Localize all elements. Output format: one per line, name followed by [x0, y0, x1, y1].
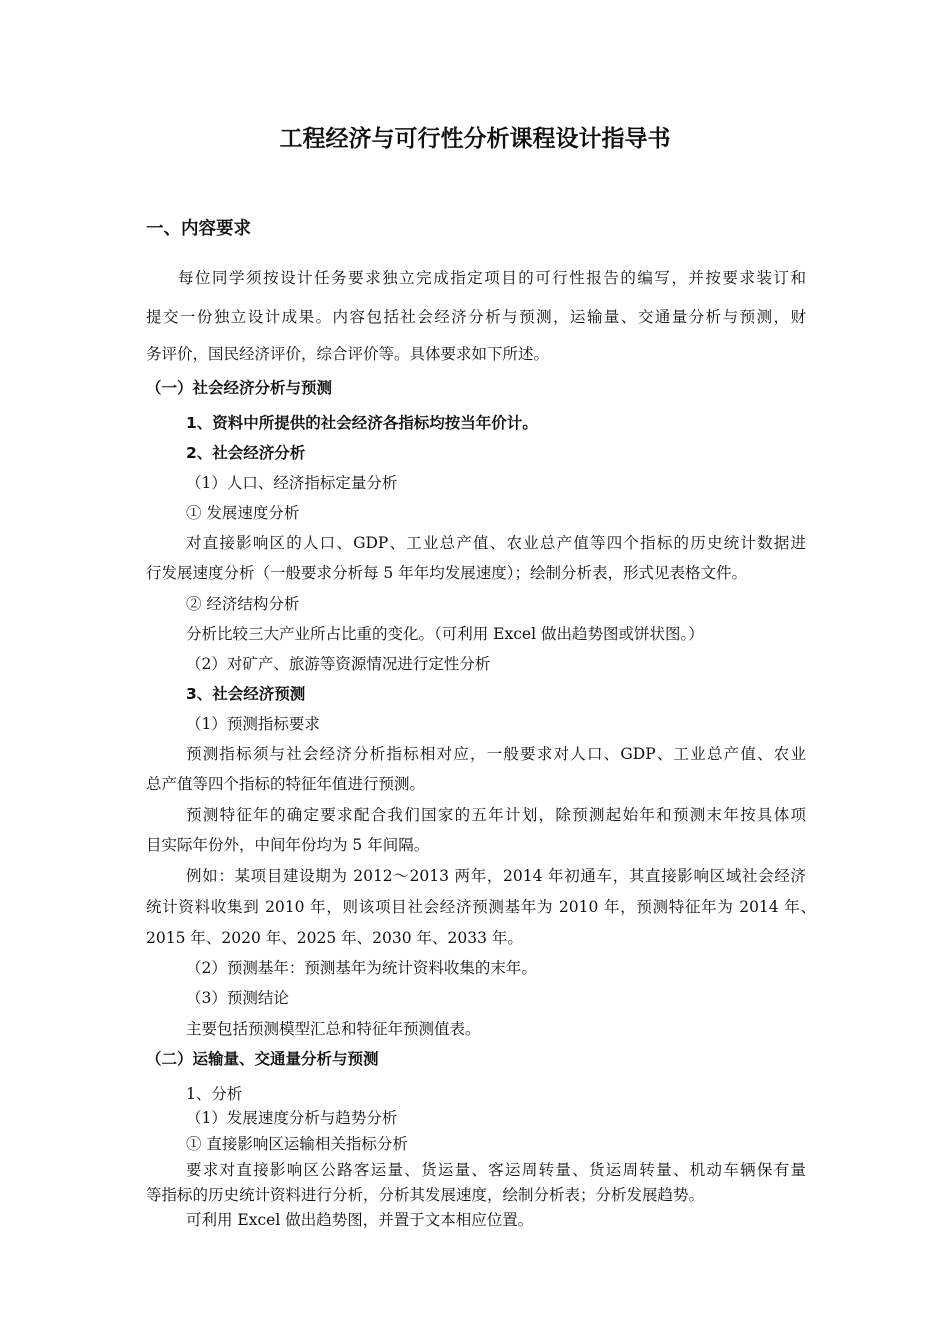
item-trend-analysis: （1）发展速度分析与趋势分析: [186, 1109, 398, 1127]
item-forecast-conclusion: （3）预测结论: [186, 989, 289, 1007]
item-base-year: （2）预测基年：预测基年为统计资料收集的末年。: [186, 959, 537, 977]
item-forecast-indicators: （1）预测指标要求: [186, 715, 320, 733]
item-quantitative-analysis: （1）人口、经济指标定量分析: [186, 474, 398, 492]
paragraph-excel-trend: 可利用 Excel 做出趋势图，并置于文本相应位置。: [186, 1211, 534, 1229]
item-price-basis: 1、资料中所提供的社会经济各指标均按当年价计。: [186, 414, 538, 432]
item-socioeconomic-analysis: 2、社会经济分析: [186, 444, 306, 462]
item-analysis: 1、分析: [186, 1085, 243, 1103]
page-title: 工程经济与可行性分析课程设计指导书: [279, 126, 671, 152]
subsection-heading-socioeconomic: （一）社会经济分析与预测: [146, 379, 333, 397]
item-socioeconomic-forecast: 3、社会经济预测: [186, 685, 306, 703]
item-economic-structure: ② 经济结构分析: [186, 595, 300, 613]
subsection-heading-traffic: （二）运输量、交通量分析与预测: [146, 1050, 379, 1068]
paragraph-economic-structure: 分析比较三大产业所占比重的变化。（可利用 Excel 做出趋势图或饼状图。）: [186, 625, 704, 643]
item-growth-rate-analysis: ① 发展速度分析: [186, 504, 300, 522]
item-resource-analysis: （2）对矿产、旅游等资源情况进行定性分析: [186, 655, 491, 673]
item-transport-indicators: ① 直接影响区运输相关指标分析: [186, 1135, 408, 1153]
section-heading-content-requirements: 一、内容要求: [146, 219, 251, 239]
paragraph-forecast-conclusion: 主要包括预测模型汇总和特征年预测值表。: [186, 1020, 481, 1038]
